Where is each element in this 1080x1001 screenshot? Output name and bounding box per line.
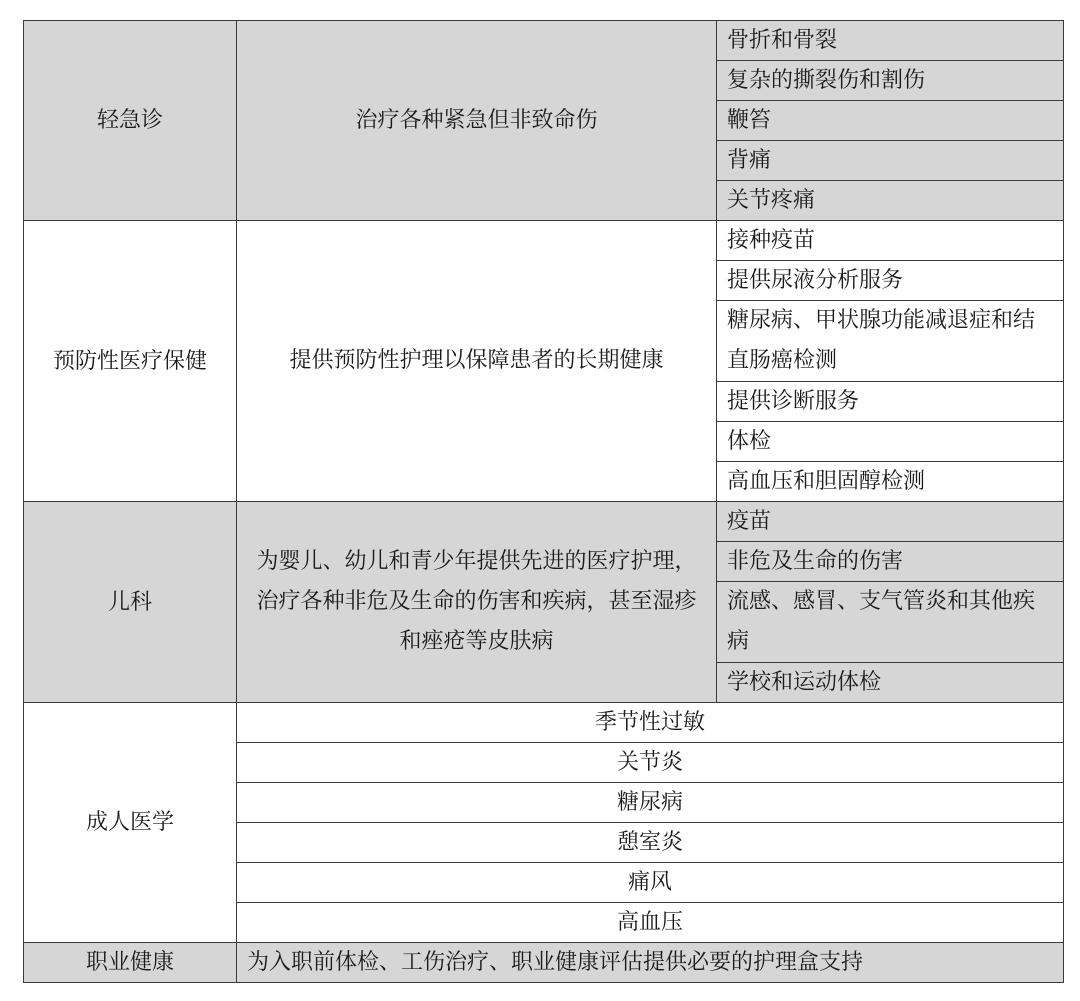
service-item: 鞭笞 — [717, 101, 1064, 141]
service-item: 高血压 — [237, 903, 1064, 943]
category-description: 提供预防性护理以保障患者的长期健康 — [237, 221, 717, 502]
table-row — [24, 502, 1064, 542]
category-name: 预防性医疗保健 — [24, 221, 237, 502]
service-item: 背痛 — [717, 141, 1064, 181]
service-item: 学校和运动体检 — [717, 663, 1064, 703]
service-item: 流感、感冒、支气管炎和其他疾病 — [717, 582, 1064, 663]
category-name: 轻急诊 — [24, 21, 237, 221]
service-item: 复杂的撕裂伤和割伤 — [717, 61, 1064, 101]
service-item: 季节性过敏 — [237, 703, 1064, 743]
service-item: 糖尿病、甲状腺功能减退症和结直肠癌检测 — [717, 301, 1064, 382]
service-item: 憩室炎 — [237, 823, 1064, 863]
table-row — [24, 21, 1064, 61]
service-item: 提供诊断服务 — [717, 382, 1064, 422]
services-table — [23, 20, 1064, 983]
service-item: 接种疫苗 — [717, 221, 1064, 261]
service-item: 提供尿液分析服务 — [717, 261, 1064, 301]
service-item: 糖尿病 — [237, 783, 1064, 823]
category-description: 治疗各种紧急但非致命伤 — [237, 21, 717, 221]
service-item: 痛风 — [237, 863, 1064, 903]
service-item: 高血压和胆固醇检测 — [717, 462, 1064, 502]
table-row — [24, 221, 1064, 261]
table-row — [24, 703, 1064, 743]
category-name: 成人医学 — [24, 703, 237, 943]
service-item: 骨折和骨裂 — [717, 21, 1064, 61]
category-description: 为婴儿、幼儿和青少年提供先进的医疗护理，治疗各种非危及生命的伤害和疾病，甚至湿疹和痤疮等皮肤病 — [237, 502, 717, 703]
category-name: 职业健康 — [24, 943, 237, 983]
service-item: 关节疼痛 — [717, 181, 1064, 221]
service-item: 关节炎 — [237, 743, 1064, 783]
category-name: 儿科 — [24, 502, 237, 703]
service-item: 疫苗 — [717, 502, 1064, 542]
service-item: 体检 — [717, 422, 1064, 462]
service-item: 非危及生命的伤害 — [717, 542, 1064, 582]
table-row — [24, 943, 1064, 983]
category-description: 为入职前体检、工伤治疗、职业健康评估提供必要的护理盒支持 — [237, 943, 1064, 983]
